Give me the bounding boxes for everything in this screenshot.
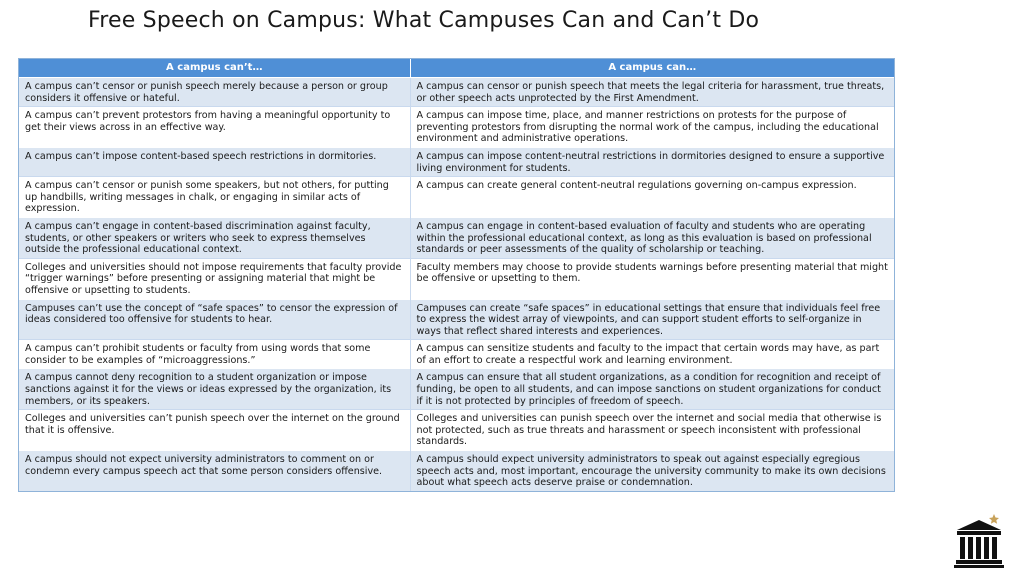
cell-can: A campus can impose time, place, and manner restrictions on protests for the purpose of preventing protestors from disrupting the normal work of the campus, including the educational environment and administrative operations. xyxy=(410,107,894,148)
slide-title: Free Speech on Campus: What Campuses Can and Can’t Do xyxy=(88,8,760,33)
cell-can: A campus can create general content-neutral regulations governing on-campus expression. xyxy=(410,177,894,218)
cell-cant: A campus can’t censor or punish some speakers, but not others, for putting up handbills, writing messages in chalk, or engaging in similar acts of expression. xyxy=(19,177,410,218)
table-row xyxy=(19,177,894,218)
table-row xyxy=(19,340,894,369)
cell-can: A campus can sensitize students and faculty to the impact that certain words may have, as part of an effort to create a respectful work and learning environment. xyxy=(410,340,894,369)
cell-cant: Colleges and universities should not impose requirements that faculty provide “trigger warnings” before presenting or assigning material that might be offensive or upsetting to students. xyxy=(19,258,410,299)
table-row xyxy=(19,369,894,410)
table-row xyxy=(19,147,894,176)
cell-can: A campus can engage in content-based evaluation of faculty and students who are operating within the professional educational context, as long as this evaluation is based on professional standards or peer assessments of the quality of scholarship or teaching. xyxy=(410,217,894,258)
cell-cant: Colleges and universities can’t punish speech over the internet on the ground that it is offensive. xyxy=(19,410,410,451)
cell-can: A campus can censor or punish speech that meets the legal criteria for harassment, true threats, or other speech acts unprotected by the First Amendment. xyxy=(410,78,894,107)
cell-cant: A campus can’t impose content-based speech restrictions in dormitories. xyxy=(19,147,410,176)
table-row xyxy=(19,107,894,148)
column-header-cant: A campus can’t… xyxy=(19,59,410,78)
cell-cant: A campus cannot deny recognition to a student organization or impose sanctions against it for the views or ideas expressed by the organization, its members, or its speakers. xyxy=(19,369,410,410)
cell-can: A campus can impose content-neutral restrictions in dormitories designed to ensure a supportive living environment for students. xyxy=(410,147,894,176)
table-row xyxy=(19,78,894,107)
cell-cant: A campus can’t prohibit students or faculty from using words that some consider to be examples of “microaggressions.” xyxy=(19,340,410,369)
cell-can: Campuses can create “safe spaces” in educational settings that ensure that individuals feel free to express the widest array of viewpoints, and can support student efforts to self-organize in ways that reflect shared interests and experiences. xyxy=(410,299,894,340)
cell-cant: A campus can’t censor or punish speech merely because a person or group considers it offensive or hateful. xyxy=(19,78,410,107)
table-row xyxy=(19,217,894,258)
table-header-row xyxy=(19,59,894,78)
building-columns-icon xyxy=(954,512,1004,568)
cell-can: Colleges and universities can punish speech over the internet and social media that otherwise is not protected, such as true threats and harassment or speech inconsistent with professional standards. xyxy=(410,410,894,451)
column-header-can: A campus can… xyxy=(410,59,894,78)
comparison-table-container xyxy=(18,58,895,492)
cell-can: A campus should expect university administrators to speak out against especially egregious speech acts and, most important, encourage the university community to make its own decisions about what speech acts deserve praise or condemnation. xyxy=(410,451,894,491)
cell-can: Faculty members may choose to provide students warnings before presenting material that might be offensive or upsetting to them. xyxy=(410,258,894,299)
cell-cant: A campus should not expect university administrators to comment on or condemn every campus speech act that some person considers offensive. xyxy=(19,451,410,491)
cell-cant: Campuses can’t use the concept of “safe spaces” to censor the expression of ideas considered too offensive for students to hear. xyxy=(19,299,410,340)
cell-cant: A campus can’t engage in content-based discrimination against faculty, students, or other speakers or writers who seek to express themselves outside the professional educational context. xyxy=(19,217,410,258)
table-row xyxy=(19,410,894,451)
table-row xyxy=(19,299,894,340)
cell-can: A campus can ensure that all student organizations, as a condition for recognition and receipt of funding, be open to all students, and can impose sanctions on student organizations for conduct if it is not protected by principles of freedom of speech. xyxy=(410,369,894,410)
comparison-table xyxy=(19,59,894,491)
table-row xyxy=(19,258,894,299)
table-row xyxy=(19,451,894,491)
cell-cant: A campus can’t prevent protestors from having a meaningful opportunity to get their views across in an effective way. xyxy=(19,107,410,148)
